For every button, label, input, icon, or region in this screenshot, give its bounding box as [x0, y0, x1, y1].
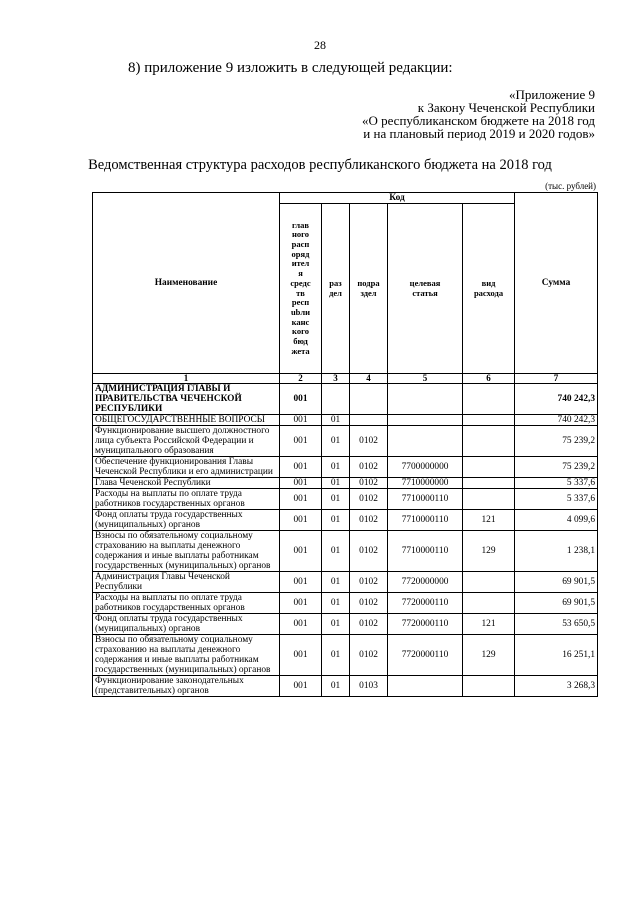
cell-podrazdel: 0102: [350, 457, 388, 478]
table-row: [93, 489, 598, 510]
cell-name: Фонд оплаты труда государственных (муниципальных) органов: [93, 614, 280, 635]
cell-stat: [388, 384, 463, 415]
header-razdel: [322, 204, 350, 374]
cell-name: Администрация Главы Чеченской Республики: [93, 572, 280, 593]
header-line: средс: [290, 277, 311, 288]
cell-stat: 7720000110: [388, 635, 463, 676]
cell-sum: 69 901,5: [515, 593, 598, 614]
header-line: здел: [360, 287, 377, 298]
cell-gl: 001: [280, 489, 322, 510]
cell-vid: 129: [463, 635, 515, 676]
cell-gl: 001: [280, 510, 322, 531]
header-line: расп: [291, 238, 310, 249]
column-number: 3: [322, 374, 350, 384]
cell-sum: 16 251,1: [515, 635, 598, 676]
table-row: [93, 510, 598, 531]
cell-stat: 7720000110: [388, 593, 463, 614]
header-line: глав: [291, 219, 310, 230]
header-line: дел: [329, 287, 342, 298]
header-line: вид: [481, 277, 496, 288]
cell-stat: 7700000000: [388, 457, 463, 478]
cell-vid: [463, 384, 515, 415]
header-line: ubли: [290, 306, 311, 317]
cell-vid: 121: [463, 510, 515, 531]
cell-name: Расходы на выплаты по оплате труда работников государственных органов: [93, 593, 280, 614]
cell-vid: [463, 572, 515, 593]
cell-stat: 7710000110: [388, 489, 463, 510]
appendix-header: [362, 88, 595, 140]
column-number: 5: [388, 374, 463, 384]
table-row: [93, 384, 598, 415]
cell-stat: [388, 676, 463, 697]
cell-vid: 121: [463, 614, 515, 635]
cell-razdel: 01: [322, 531, 350, 572]
cell-vid: [463, 415, 515, 426]
header-name: Наименование: [93, 193, 280, 374]
cell-gl: 001: [280, 415, 322, 426]
cell-razdel: 01: [322, 489, 350, 510]
cell-gl: 001: [280, 478, 322, 489]
cell-podrazdel: [350, 384, 388, 415]
appendix-line: и на плановый период 2019 и 2020 годов»: [363, 126, 595, 141]
header-line: подра: [357, 277, 380, 288]
table-row: [93, 635, 598, 676]
cell-name: Обеспечение функционирования Главы Чеченской Республики и его администрации: [93, 457, 280, 478]
cell-vid: [463, 593, 515, 614]
cell-razdel: [322, 384, 350, 415]
cell-name: АДМИНИСТРАЦИЯ ГЛАВЫ И ПРАВИТЕЛЬСТВА ЧЕЧЕНСКОЙ РЕСПУБЛИКИ: [93, 384, 280, 415]
header-target-article: [388, 204, 463, 374]
cell-sum: 740 242,3: [515, 415, 598, 426]
header-line: ного: [291, 229, 310, 240]
header-gl-rasp: [280, 204, 322, 374]
column-number: 1: [93, 374, 280, 384]
table-row: [93, 478, 598, 489]
intro-text: 8) приложение 9 изложить в следующей редакции:: [128, 60, 453, 76]
cell-name: Взносы по обязательному социальному страхованию на выплаты денежного содержания и иные выплаты работникам государственных (муниципальных) органов: [93, 635, 280, 676]
table-row: [93, 593, 598, 614]
appendix-line: «О республиканском бюджете на 2018 год: [361, 113, 595, 128]
cell-gl: 001: [280, 457, 322, 478]
header-line: статья: [412, 287, 438, 298]
cell-podrazdel: 0102: [350, 614, 388, 635]
cell-razdel: 01: [322, 635, 350, 676]
column-number-row: [93, 374, 598, 384]
cell-sum: 75 239,2: [515, 426, 598, 457]
cell-stat: 7710000110: [388, 531, 463, 572]
cell-razdel: 01: [322, 457, 350, 478]
cell-sum: 3 268,3: [515, 676, 598, 697]
header-line: респ: [291, 297, 310, 308]
header-line: расхода: [473, 287, 504, 298]
cell-sum: 4 099,6: [515, 510, 598, 531]
cell-sum: 1 238,1: [515, 531, 598, 572]
cell-sum: 5 337,6: [515, 489, 598, 510]
cell-sum: 740 242,3: [515, 384, 598, 415]
cell-name: ОБЩЕГОСУДАРСТВЕННЫЕ ВОПРОСЫ: [93, 415, 280, 426]
table-row: [93, 415, 598, 426]
header-line: канс: [291, 316, 310, 327]
cell-vid: 129: [463, 531, 515, 572]
cell-podrazdel: 0102: [350, 478, 388, 489]
header-line: раз: [329, 277, 342, 288]
cell-gl: 001: [280, 676, 322, 697]
cell-razdel: 01: [322, 426, 350, 457]
cell-gl: 001: [280, 531, 322, 572]
cell-name: Функционирование законодательных (представительных) органов: [93, 676, 280, 697]
header-line: ител: [291, 258, 310, 269]
cell-sum: 53 650,5: [515, 614, 598, 635]
header-line: кого: [292, 326, 309, 337]
cell-podrazdel: 0102: [350, 489, 388, 510]
cell-razdel: 01: [322, 478, 350, 489]
cell-razdel: 01: [322, 572, 350, 593]
cell-podrazdel: 0102: [350, 593, 388, 614]
cell-gl: 001: [280, 384, 322, 415]
header-line: жета: [291, 345, 310, 356]
header-sum: Сумма: [515, 193, 598, 374]
table-row: [93, 426, 598, 457]
column-number: 6: [463, 374, 515, 384]
units-note: (тыс. рублей): [545, 181, 596, 191]
cell-podrazdel: 0102: [350, 510, 388, 531]
cell-gl: 001: [280, 593, 322, 614]
cell-razdel: 01: [322, 415, 350, 426]
cell-razdel: 01: [322, 510, 350, 531]
header-line: я: [298, 268, 303, 279]
table-row: [93, 614, 598, 635]
cell-name: Фонд оплаты труда государственных (муниципальных) органов: [93, 510, 280, 531]
cell-podrazdel: [350, 415, 388, 426]
cell-vid: [463, 426, 515, 457]
table-body: [93, 384, 598, 697]
table-row: [93, 531, 598, 572]
cell-stat: [388, 415, 463, 426]
cell-vid: [463, 676, 515, 697]
cell-gl: 001: [280, 614, 322, 635]
cell-stat: 7710000000: [388, 478, 463, 489]
column-number: 7: [515, 374, 598, 384]
cell-razdel: 01: [322, 676, 350, 697]
cell-vid: [463, 489, 515, 510]
table-row: [93, 572, 598, 593]
cell-stat: 7720000110: [388, 614, 463, 635]
header-line: тв: [296, 287, 305, 298]
table-row: [93, 676, 598, 697]
cell-name: Взносы по обязательному социальному страхованию на выплаты денежного содержания и иные выплаты работникам государственных (муниципальных) органов: [93, 531, 280, 572]
cell-name: Функционирование высшего должностного лица субъекта Российской Федерации и муниципального образования: [93, 426, 280, 457]
cell-gl: 001: [280, 572, 322, 593]
header-line: оряд: [291, 248, 310, 259]
cell-vid: [463, 457, 515, 478]
cell-gl: 001: [280, 426, 322, 457]
document-title: Ведомственная структура расходов республиканского бюджета на 2018 год: [88, 157, 552, 173]
cell-stat: [388, 426, 463, 457]
cell-podrazdel: 0102: [350, 635, 388, 676]
cell-podrazdel: 0103: [350, 676, 388, 697]
cell-podrazdel: 0102: [350, 531, 388, 572]
appendix-line: к Закону Чеченской Республики: [417, 100, 595, 115]
header-podrazdel: [350, 204, 388, 374]
column-number: 4: [350, 374, 388, 384]
header-expense-type: [463, 204, 515, 374]
header-line: целевая: [409, 277, 441, 288]
budget-table: [92, 192, 598, 697]
cell-sum: 69 901,5: [515, 572, 598, 593]
cell-razdel: 01: [322, 614, 350, 635]
cell-podrazdel: 0102: [350, 426, 388, 457]
page-number: 28: [314, 38, 326, 52]
cell-stat: 7720000000: [388, 572, 463, 593]
cell-name: Расходы на выплаты по оплате труда работников государственных органов: [93, 489, 280, 510]
cell-sum: 75 239,2: [515, 457, 598, 478]
cell-vid: [463, 478, 515, 489]
appendix-line: «Приложение 9: [508, 87, 595, 102]
header-line: бюд: [293, 336, 308, 347]
column-number: 2: [280, 374, 322, 384]
table-row: [93, 457, 598, 478]
cell-razdel: 01: [322, 593, 350, 614]
cell-gl: 001: [280, 635, 322, 676]
cell-stat: 7710000110: [388, 510, 463, 531]
cell-sum: 5 337,6: [515, 478, 598, 489]
cell-name: Глава Чеченской Республики: [93, 478, 280, 489]
cell-podrazdel: 0102: [350, 572, 388, 593]
header-code: Код: [280, 193, 515, 204]
